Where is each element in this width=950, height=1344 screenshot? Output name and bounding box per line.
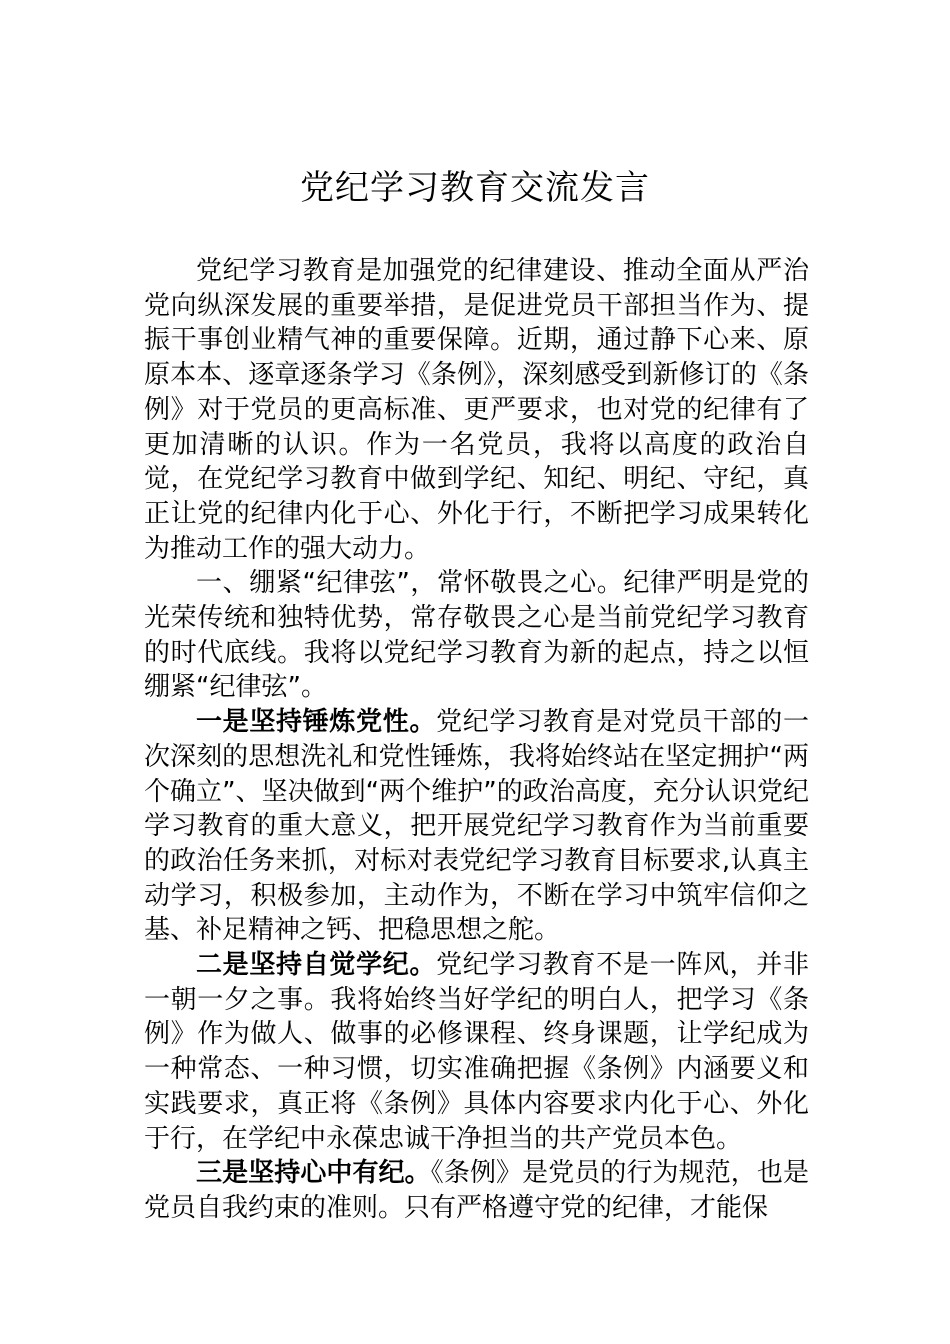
paragraph-lead: 一是坚持锤炼党性。 <box>196 707 437 738</box>
paragraph-section-one <box>144 566 809 705</box>
paragraph-intro <box>144 254 809 566</box>
paragraph-lead: 二是坚持自觉学纪。 <box>196 950 437 981</box>
paragraph-text: 党纪学习教育是对党员干部的一次深刻的思想洗礼和党性锤炼，我将始终站在坚定拥护“两个确立”、坚决做到“两个维护”的政治高度，充分认识党纪学习教育的重大意义，把开展党纪学习教育作为当前重要的政治任务来抓，对标对表党纪学习教育目标要求,认真主动学习，积极参加，主动作为，不断在学习中筑牢信仰之基、补足精神之钙、把稳思想之舵。 <box>144 707 809 946</box>
paragraph-text: 一、绷紧“纪律弦”，常怀敬畏之心。纪律严明是党的光荣传统和独特优势，常存敬畏之心是当前党纪学习教育的时代底线。我将以党纪学习教育为新的起点，持之以恒绷紧“纪律弦”。 <box>144 568 809 703</box>
paragraph-point-one <box>144 705 809 948</box>
paragraph-text: 党纪学习教育不是一阵风，并非一朝一夕之事。我将始终当好学纪的明白人，把学习《条例》作为做人、做事的必修课程、终身课题，让学纪成为一种常态、一种习惯，切实准确把握《条例》内涵要义和实践要求，真正将《条例》具体内容要求内化于心、外化于行，在学纪中永葆忠诚干净担当的共产党员本色。 <box>144 950 809 1154</box>
paragraph-text: 《条例》是党员的行为规范，也是党员自我约束的准则。只有严格遵守党的纪律，才能保 <box>144 1158 809 1223</box>
document-body <box>144 254 809 1226</box>
document-title: 党纪学习教育交流发言 <box>300 168 650 208</box>
paragraph-text: 党纪学习教育是加强党的纪律建设、推动全面从严治党向纵深发展的重要举措，是促进党员干部担当作为、提振干事创业精气神的重要保障。近期，通过静下心来、原原本本、逐章逐条学习《条例》，深刻感受到新修订的《条例》对于党员的更高标准、更严要求，也对党的纪律有了更加清晰的认识。作为一名党员，我将以高度的政治自觉，在党纪学习教育中做到学纪、知纪、明纪、守纪，真正让党的纪律内化于心、外化于行，不断把学习成果转化为推动工作的强大动力。 <box>144 256 809 564</box>
paragraph-point-three <box>144 1156 809 1225</box>
paragraph-point-two <box>144 948 809 1156</box>
paragraph-lead: 三是坚持心中有纪。 <box>196 1158 431 1189</box>
